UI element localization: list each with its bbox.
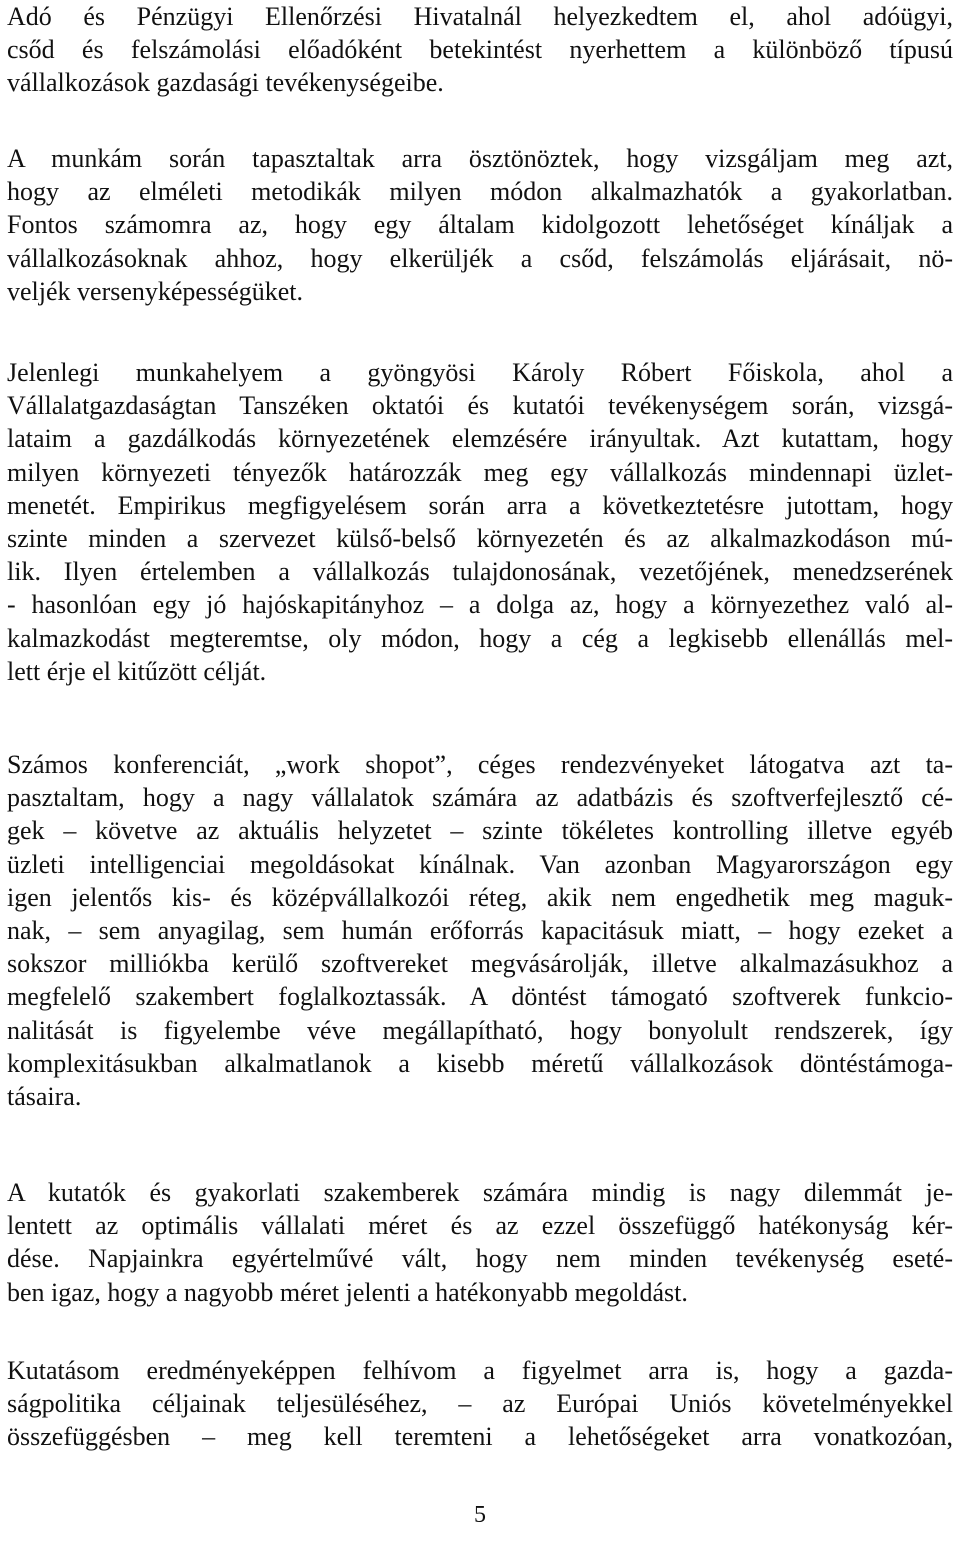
paragraph-6 <box>7 1354 953 1454</box>
text-line: - hasonlóan egy jó hajóskapitányhoz – a dolga az, hogy a környezethez való al- <box>7 590 953 620</box>
text-line: A munkám során tapasztaltak arra ösztönöztek, hogy vizsgáljam meg azt, <box>7 144 953 173</box>
text-line: menetét. Empirikus megfigyelésem során arra a következtetésre jutottam, hogy <box>7 490 953 520</box>
text-line: Vállalatgazdaságtan Tanszéken oktatói és kutatói tevékenységem során, vizsgá- <box>7 391 953 421</box>
text-line: dése. Napjainkra egyértelművé vált, hogy nem minden tevékenység eseté- <box>7 1244 953 1274</box>
text-line: Jelenlegi munkahelyem a gyöngyösi Károly Róbert Főiskola, ahol a <box>7 358 953 387</box>
text-line: ben igaz, hogy a nagyobb méret jelenti a hatékonyabb megoldást. <box>7 1277 688 1307</box>
text-line: pasztaltam, hogy a nagy vállalatok számára az adatbázis és szoftverfejlesztő cé- <box>7 783 953 813</box>
text-line: gek – követve az aktuális helyzetet – szinte tökéletes kontrolling illetve egyéb <box>7 816 953 846</box>
text-line: veljék versenyképességüket. <box>7 276 304 306</box>
text-line: komplexitásukban alkalmatlanok a kisebb méretű vállalkozások döntéstámoga- <box>7 1048 953 1078</box>
text-line: csőd és felszámolási előadóként betekintést nyerhettem a különböző típusú <box>7 35 953 65</box>
text-line: nalitását is figyelembe véve megállapítható, hogy bonyolult rendszerek, így <box>7 1015 953 1045</box>
text-line: lik. Ilyen értelemben a vállalkozás tulajdonosának, vezetőjének, menedzserének <box>7 557 953 587</box>
paragraph-1 <box>7 0 953 100</box>
text-line: A kutatók és gyakorlati szakemberek számára mindig is nagy dilemmát je- <box>7 1178 953 1207</box>
text-line: Adó és Pénzügyi Ellenőrzési Hivatalnál helyezkedtem el, ahol adóügyi, <box>7 2 953 31</box>
text-line: Kutatásom eredményeképpen felhívom a figyelmet arra is, hogy a gazda- <box>7 1356 953 1385</box>
text-line: hogy az elméleti metodikák milyen módon alkalmazhatók a gyakorlatban. <box>7 177 953 207</box>
paragraph-3 <box>7 356 953 688</box>
text-line: lentett az optimális vállalati méret és az ezzel összefüggő hatékonyság kér- <box>7 1211 953 1241</box>
text-line: milyen környezeti tényezők határozzák meg egy vállalkozás mindennapi üzlet- <box>7 457 953 487</box>
text-line: vállalkozások gazdasági tevékenységeibe. <box>7 68 444 98</box>
text-line: sokszor milliókba kerülő szoftvereket megvásárolják, illetve alkalmazásukhoz a <box>7 949 953 979</box>
text-line: vállalkozásoknak ahhoz, hogy elkerüljék a csőd, felszámolás eljárásait, nö- <box>7 243 953 273</box>
paragraph-4 <box>7 748 953 1113</box>
paragraph-5 <box>7 1176 953 1309</box>
text-line: tásaira. <box>7 1082 82 1112</box>
paragraph-2 <box>7 142 953 308</box>
text-line: üzleti intelligenciai megoldásokat kínálnak. Van azonban Magyarországon egy <box>7 849 953 879</box>
page-number: 5 <box>474 1502 486 1528</box>
text-line: Fontos számomra az, hogy egy általam kidolgozott lehetőséget kínáljak a <box>7 210 953 240</box>
text-line: Számos konferenciát, „work shopot”, céges rendezvényeket látogatva azt ta- <box>7 750 953 779</box>
text-line: megfelelő szakembert foglalkoztassák. A döntést támogató szoftverek funkcio- <box>7 982 953 1012</box>
text-line: lett érje el kitűzött célját. <box>7 656 267 686</box>
text-line: lataim a gazdálkodás környezetének elemzésére irányultak. Azt kutattam, hogy <box>7 424 953 454</box>
text-line: összefüggésben – meg kell teremteni a lehetőségeket arra vonatkozóan, <box>7 1422 953 1452</box>
text-line: igen jelentős kis- és középvállalkozói réteg, akik nem engedhetik meg maguk- <box>7 882 953 912</box>
text-line: szinte minden a szervezet külső-belső környezetén és az alkalmazkodáson mú- <box>7 524 953 554</box>
text-line: nak, – sem anyagilag, sem humán erőforrás kapacitásuk miatt, – hogy ezeket a <box>7 916 953 946</box>
text-line: ságpolitika céljainak teljesüléséhez, – az Európai Uniós követelményekkel <box>7 1389 953 1419</box>
text-line: kalmazkodást megteremtse, oly módon, hogy a cég a legkisebb ellenállás mel- <box>7 623 953 653</box>
